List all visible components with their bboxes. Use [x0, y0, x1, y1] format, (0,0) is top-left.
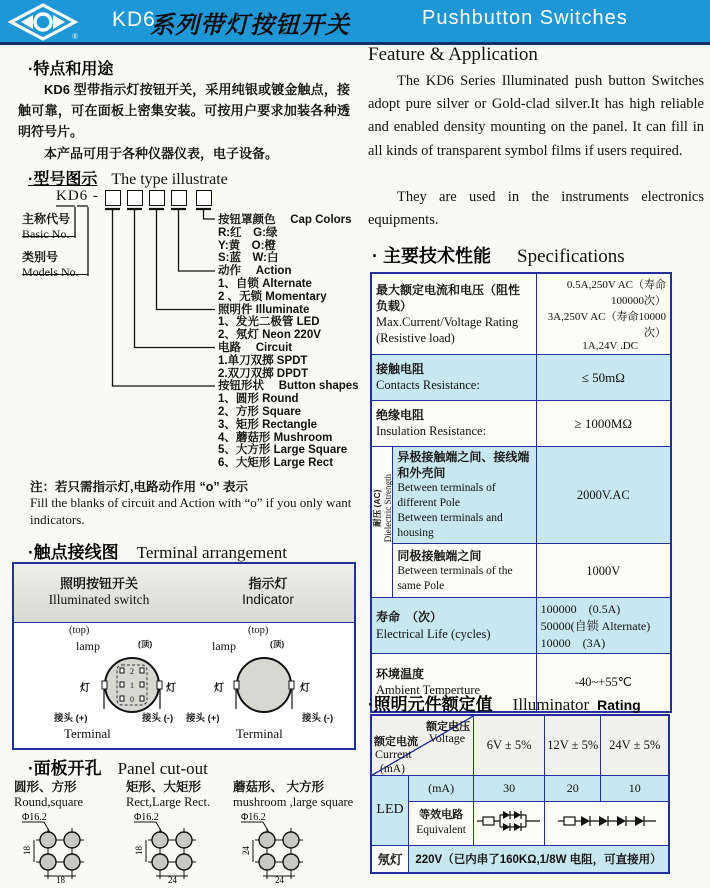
illuminated-switch-diagram — [14, 623, 184, 747]
diag-current-cn: 额定电流 — [374, 735, 418, 748]
spec-row-dielectric-different-pole — [371, 447, 671, 544]
legend-line: 1.单刀双掷 SPDT — [218, 354, 308, 367]
specs-heading-en: Specifications — [517, 246, 625, 267]
terminal-col1-en: Illuminated switch — [48, 592, 150, 607]
features-paragraph-1: KD6 型带指示灯按钮开关，采用纯银或镀金触点，接触可靠，可在面板上密集安装。可按用户要求加装各种透明符号片。 — [18, 82, 350, 139]
cutout-drawing — [126, 810, 230, 884]
brand-logo-icon — [8, 3, 82, 41]
cutout-label-cn: 矩形、大矩形 — [126, 780, 202, 794]
terminal-minus-label: 接头 (-) — [302, 713, 334, 724]
cutout-dim-horizontal: 18 — [56, 875, 65, 884]
equivalent-label-cn: 等效电路 — [419, 809, 464, 822]
legend-line: 3、矩形 Rectangle — [218, 418, 318, 431]
panel-heading-cn: ·面板开孔 — [28, 759, 102, 778]
header-title-en: Pushbutton Switches — [422, 7, 628, 29]
spec-row-max-rating — [371, 273, 671, 355]
terminal-col2-header — [184, 573, 352, 607]
cutout-diameter-label: Φ16.2 — [22, 812, 47, 823]
type-prefix: KD6 - — [56, 188, 99, 204]
header-model: KD6 — [112, 8, 156, 31]
cutout-drawing — [14, 810, 118, 884]
cutout-label-cn: 圆形、方形 — [14, 780, 77, 794]
terminal-col1-cn: 照明按钮开关 — [59, 576, 138, 591]
spec-value: 1000V — [586, 563, 621, 578]
legend-line: 按钮罩颜色 Cap Colors — [218, 214, 352, 226]
spec-label-cn: 异极接触端之间、接线端和外壳间 — [397, 450, 530, 481]
spec-label-en: Electrical Life (cycles) — [376, 626, 491, 641]
spec-row-electrical-life — [371, 598, 671, 654]
terminal-col2-cn: 指示灯 — [248, 576, 288, 591]
models-no-en: Models No. — [22, 265, 79, 279]
cutout-dim-horizontal: 24 — [168, 875, 177, 884]
header-title-cn: 系列带灯按钮开关 — [150, 12, 350, 39]
diag-current-unit: (mA) — [380, 762, 405, 775]
legend-line: 动作 Action — [218, 265, 292, 278]
cutout-diameter-label: Φ16.2 — [241, 812, 266, 823]
spec-label-en: Between terminals of the same Pole — [397, 564, 513, 592]
cutout-round-square — [14, 777, 122, 888]
voltage-current-diagonal-cell — [371, 715, 474, 775]
spec-value: 50000(自锁 Alternate) — [540, 619, 651, 634]
feature-application-para1: The KD6 Series Illuminated push button Switches adopt pure silver or Gold-clad silver.It has high reliable and enabled density mounting on the panel. It can fill in all kinds of transparent symbol films if users required. — [368, 73, 704, 159]
features-paragraph-2: 本产品可用于各种仪器仪表，电子设备。 — [44, 146, 279, 161]
legend-line: Y:黄 O:橙 — [218, 239, 276, 252]
spec-value: 0.5A,250V AC（寿命100000次） — [566, 279, 666, 307]
illuminator-heading-en2: Rating — [597, 697, 641, 713]
spec-value: 2000V.AC — [576, 488, 630, 503]
type-heading-cn: ·型号图示 — [28, 171, 98, 188]
cutout-drawing — [233, 810, 337, 884]
legend-line: 2.双刀双掷 DPDT — [218, 367, 309, 380]
spec-label-cn: 最大额定电流和电压（阻性负载） — [376, 282, 521, 313]
terminal-heading — [28, 538, 287, 563]
type-note-cn: 注：若只需指示灯,电路动作用 “o” 表示 — [30, 480, 249, 494]
cutout-label-en: Rect,Large Rect. — [126, 795, 211, 809]
ma-value-12v: 20 — [545, 775, 601, 801]
legend-line: 照明件 Illuminate — [218, 303, 310, 316]
legend-line: 2 、无锁 Momentary — [218, 290, 327, 303]
neon-row-label: 氖灯 — [371, 845, 409, 873]
legend-line: S:蓝 W:白 — [218, 252, 279, 265]
legend-line: 1、自锁 Alternate — [218, 277, 312, 290]
illuminator-header-row — [371, 715, 669, 775]
spec-label-cn: 接触电阻 — [376, 362, 425, 377]
spec-label-en: Max.Current/Voltage Rating — [376, 314, 519, 329]
terminal-col1-header — [14, 573, 184, 608]
illuminator-neon-row — [371, 845, 669, 873]
legend-line: 2、方形 Square — [218, 405, 302, 418]
cutout-diameter-label: Φ16.2 — [134, 812, 159, 823]
specifications-table — [370, 272, 672, 713]
spec-label-en: (Resistive load) — [376, 331, 455, 346]
lamp-label: lamp — [76, 639, 100, 653]
lamp-cn-right: 灯 — [300, 683, 310, 694]
cutout-dim-vertical: 24 — [241, 846, 251, 855]
spec-label-en: Ambient Temperture — [376, 683, 481, 698]
legend-line: 4、蘑菇形 Mushroom — [218, 431, 333, 444]
spec-label-en: Between terminals and housing — [397, 512, 503, 540]
legend-line: 6、大矩形 Large Rect — [218, 457, 334, 470]
voltage-col-24v: 24V ± 5% — [601, 715, 669, 775]
specs-heading-cn: · 主要技术性能 — [372, 246, 491, 266]
pin-1-label: 1 — [130, 681, 134, 690]
spec-value: 1A,24V .DC — [582, 340, 638, 352]
legend-line: 电路 Circuit — [218, 341, 293, 354]
led-circuit-series-icon — [557, 812, 657, 830]
terminal-caption: Terminal — [64, 726, 111, 741]
basic-no-cn: 主称代号 — [22, 212, 71, 226]
voltage-col-12v: 12V ± 5% — [545, 715, 601, 775]
terminal-col2-en: Indicator — [242, 592, 294, 607]
specs-heading — [372, 242, 625, 268]
terminal-heading-cn: ·触点接线图 — [28, 543, 119, 562]
ma-unit-label: (mA) — [409, 775, 474, 801]
illuminator-heading-cn: ·照明元件额定值 — [368, 695, 493, 714]
illuminator-heading — [368, 690, 641, 715]
cutout-dim-horizontal: 24 — [275, 875, 284, 884]
basic-no-label — [22, 210, 75, 241]
spec-value: 10000 (3A) — [540, 636, 606, 651]
type-diagram — [10, 188, 359, 476]
cutout-rect-large-rect — [126, 777, 234, 888]
top-cn-label: (顶) — [270, 639, 285, 649]
top-label: (top) — [248, 625, 269, 636]
ma-value-24v: 10 — [601, 775, 669, 801]
panel-heading-en: Panel cut-out — [117, 759, 208, 778]
diag-voltage-cn: 额定电压 — [426, 721, 471, 733]
cutout-label-cn: 蘑菇形、 大方形 — [233, 780, 324, 794]
panel-heading — [28, 754, 208, 779]
feature-application-heading: Feature & Application — [368, 44, 538, 65]
dielectric-label-en: Dielectric Strength — [382, 474, 393, 543]
diag-voltage-en: Voltage — [428, 731, 466, 745]
spec-row-insulation-resistance — [371, 401, 671, 447]
lamp-label: lamp — [212, 639, 236, 653]
legend-line: R:红 G:绿 — [218, 226, 278, 239]
cutout-label-en: mushroom ,large square — [233, 795, 354, 809]
spec-row-contact-resistance — [371, 355, 671, 401]
top-cn-label: (顶) — [138, 639, 153, 649]
illuminator-table — [370, 714, 670, 874]
illuminator-equivalent-row — [371, 801, 669, 845]
terminal-minus-label: 接头 (-) — [142, 713, 174, 724]
spec-label-cn: 环境温度 — [376, 667, 425, 682]
terminal-heading-en: Terminal arrangement — [136, 543, 287, 562]
type-heading — [28, 166, 228, 189]
dielectric-label-cn: 耐压 (AC) — [371, 489, 382, 527]
cutout-label-en: Round,square — [14, 795, 84, 809]
pin-0-label: 0 — [130, 695, 134, 704]
registered-mark: ® — [72, 32, 79, 41]
legend-line: 按钮形状 Button shapes — [218, 380, 359, 393]
header-bar — [0, 0, 710, 45]
spec-label-cn: 绝缘电阻 — [376, 408, 425, 423]
spec-value: 100000 (0.5A) — [540, 602, 621, 617]
spec-row-dielectric-same-pole — [371, 544, 671, 598]
terminal-caption: Terminal — [236, 726, 283, 741]
features-heading-cn: ·特点和用途 — [28, 61, 114, 78]
cutout-dim-vertical: 18 — [22, 846, 32, 855]
led-circuit-parallel-icon — [476, 808, 542, 834]
spec-label-en: Between terminals of different Pole — [397, 482, 496, 510]
illuminator-ma-row — [371, 775, 669, 801]
models-no-cn: 类别号 — [22, 250, 59, 264]
spec-label-en: Contacts Resistance: — [376, 378, 480, 393]
ma-value-6v: 30 — [474, 775, 545, 801]
spec-value: -40~+55℃ — [574, 675, 632, 690]
legend-line: 5、大方形 Large Square — [218, 444, 348, 457]
terminal-table-header — [14, 564, 354, 623]
indicator-diagram — [184, 623, 352, 747]
feature-application-para2: They are used in the instruments electronics equipments. — [368, 189, 704, 229]
voltage-col-6v: 6V ± 5% — [474, 715, 545, 775]
spec-value: 3A,250V AC（寿命10000次） — [547, 311, 666, 339]
models-no-label — [22, 248, 88, 279]
spec-label-cn: 同极接触端之间 — [397, 548, 482, 563]
equivalent-label-en: Equivalent — [416, 823, 467, 836]
type-heading-en: The type illustrate — [111, 171, 228, 188]
lamp-cn-left: 灯 — [80, 683, 90, 694]
legend-line: 2、氖灯 Neon 220V — [218, 329, 321, 342]
pin-2-label: 2 — [130, 667, 134, 676]
spec-label-en: Insulation Resistance: — [376, 424, 487, 439]
type-note-en2: indicators. — [30, 512, 85, 527]
neon-row-value: 220V（已内串了160KΩ,1/8W 电阻，可直接用） — [409, 845, 669, 873]
cutout-dim-vertical: 18 — [134, 846, 144, 855]
illuminator-heading-en1: Illuminator — [512, 695, 590, 714]
spec-value: ≤ 50mΩ — [581, 369, 625, 385]
led-row-label: LED — [371, 775, 409, 845]
lamp-cn-left: 灯 — [214, 683, 224, 694]
spec-label-cn: 寿命 （次） — [376, 610, 443, 625]
top-label: (top) — [69, 625, 90, 636]
cutout-mushroom-large-square — [233, 777, 358, 888]
type-note-en1: Fill the blanks of circuit and Action with “o” if you only want — [30, 495, 352, 510]
spec-value: ≥ 1000MΩ — [574, 415, 633, 431]
terminal-table — [12, 562, 356, 750]
legend-line: 1、发光二极管 LED — [218, 316, 320, 329]
terminal-plus-label: 接头 (+) — [54, 713, 88, 724]
terminal-plus-label: 接头 (+) — [186, 713, 220, 724]
legend-line: 1、圆形 Round — [218, 393, 299, 406]
basic-no-en: Basic No. — [22, 227, 70, 241]
type-legend-list — [218, 211, 359, 470]
diag-current-en: Current — [375, 746, 412, 761]
lamp-cn-right: 灯 — [166, 683, 176, 694]
